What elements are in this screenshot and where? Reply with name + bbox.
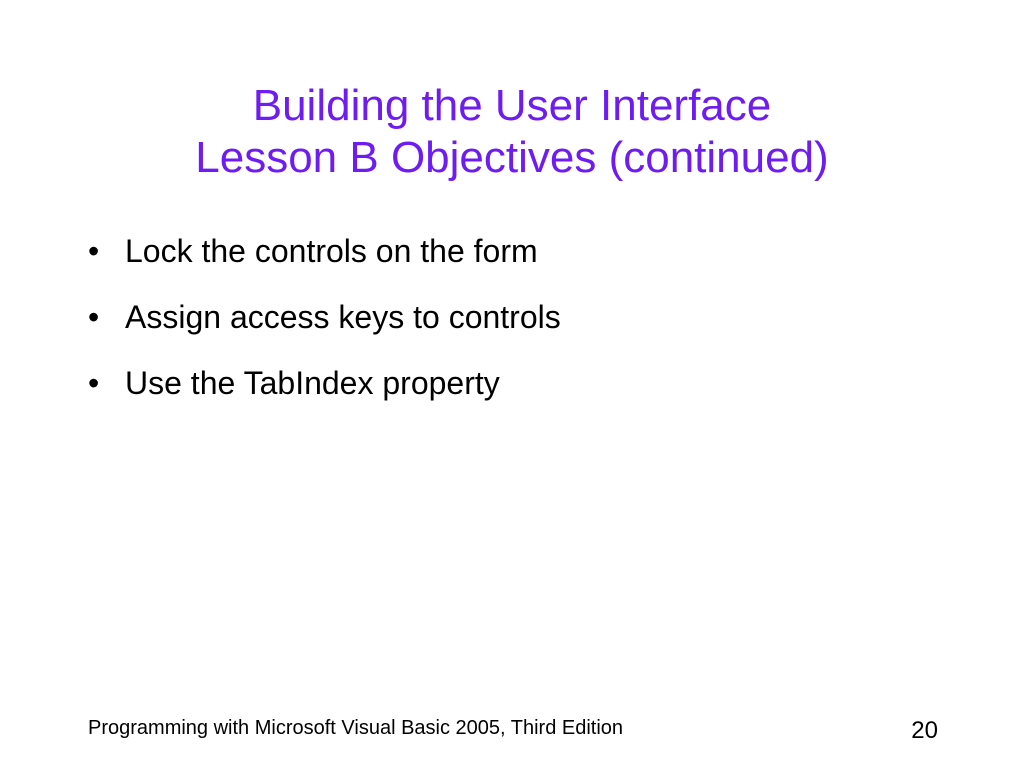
bullet-list bbox=[88, 226, 561, 424]
bullet-item bbox=[88, 226, 561, 276]
bullet-icon: • bbox=[88, 299, 100, 335]
bullet-text: Lock the controls on the form bbox=[125, 233, 538, 269]
title-line-1: Building the User Interface bbox=[252, 81, 772, 130]
page-number: 20 bbox=[911, 717, 938, 744]
footer-text: Programming with Microsoft Visual Basic 2005, Third Edition bbox=[88, 717, 624, 739]
bullet-item bbox=[88, 292, 561, 342]
bullet-text: Use the TabIndex property bbox=[125, 365, 500, 401]
slide-title bbox=[0, 80, 1024, 184]
bullet-item bbox=[88, 358, 561, 408]
bullet-icon: • bbox=[88, 233, 100, 269]
title-line-2: Lesson B Objectives (continued) bbox=[195, 133, 829, 182]
bullet-text: Assign access keys to controls bbox=[125, 299, 561, 335]
bullet-icon: • bbox=[88, 365, 100, 401]
